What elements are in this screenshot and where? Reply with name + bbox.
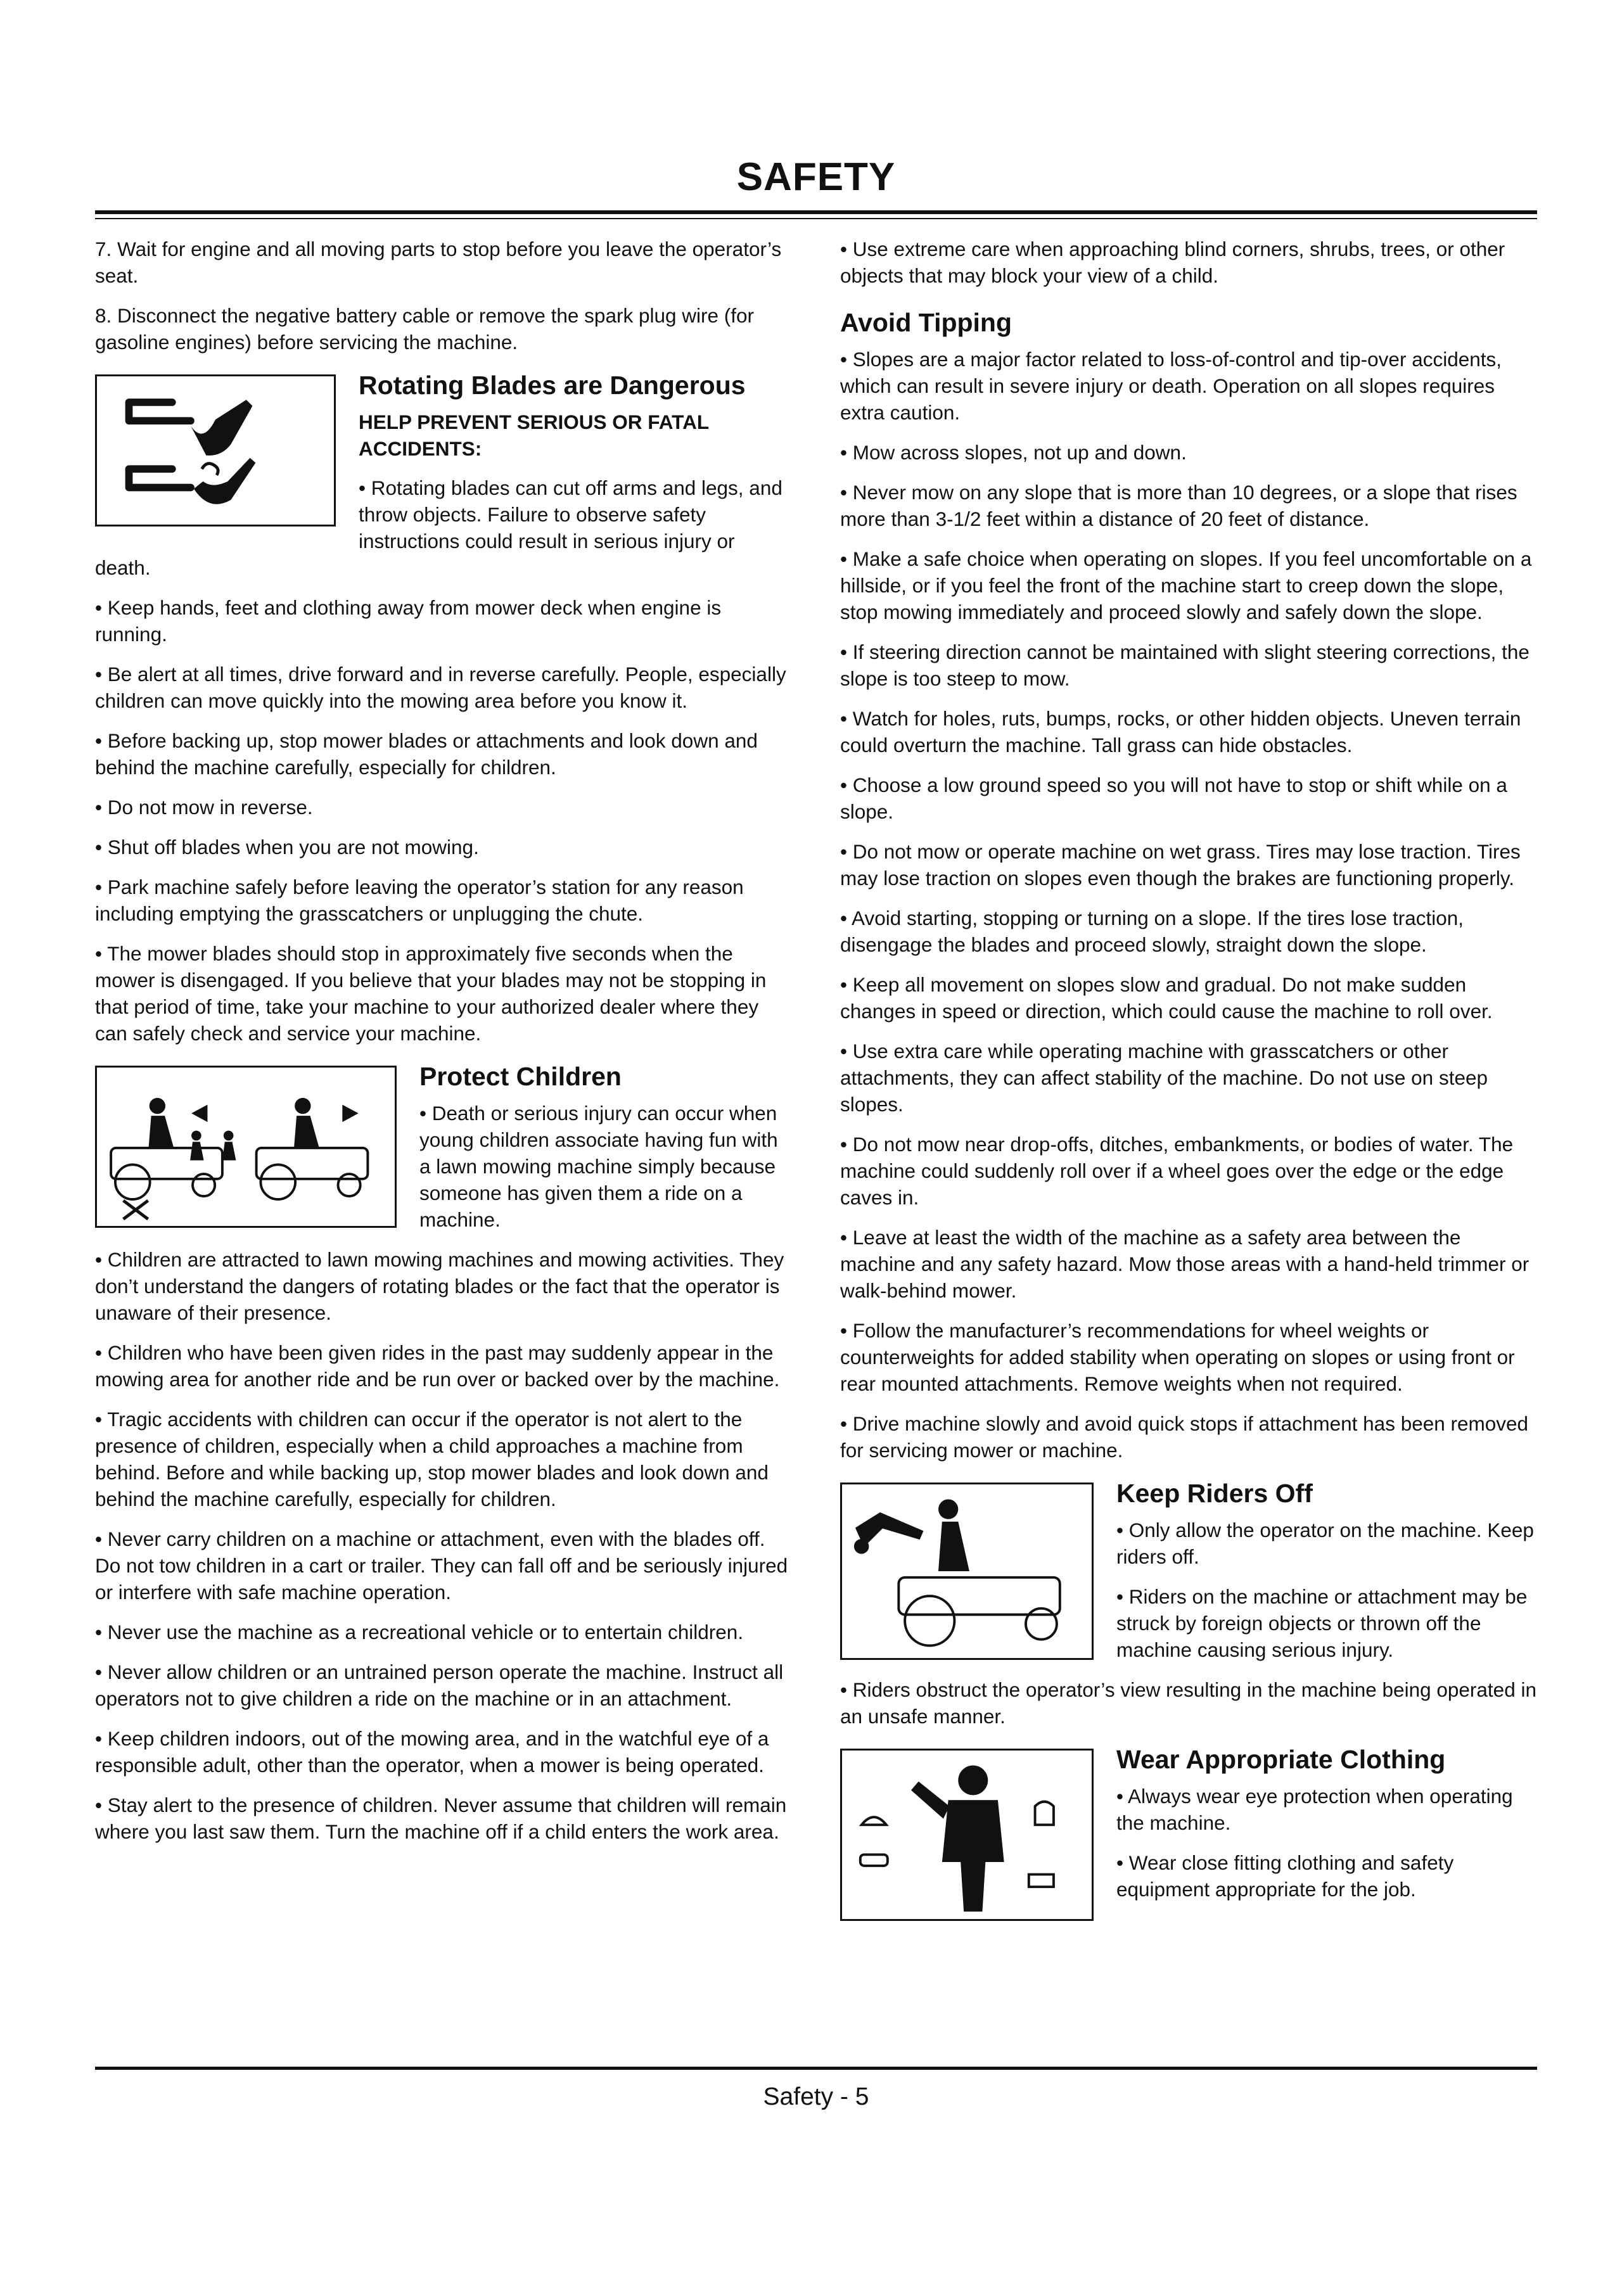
paragraph: • Make a safe choice when operating on slopes. If you feel uncomfortable on a hillside, or if you feel the front of the machine start to creep down the slope, stop mowing immediately and proceed slowly and safely down the slope. [840, 547, 1532, 623]
paragraph: • Death or serious injury can occur when young children associate having fun with a lawn mowing machine simply because someone has given them a ride on a machine. [419, 1102, 778, 1231]
paragraph: • Never carry children on a machine or attachment, even with the blades off. Do not tow children in a cart or trailer. They can fall off and be seriously injured or interfere with safe machine operation. [95, 1527, 788, 1604]
section-heading: Wear Appropriate Clothing [1116, 1745, 1446, 1774]
blade-hazard-icon [95, 374, 336, 526]
paragraph: • Use extreme care when approaching blind corners, shrubs, trees, or other objects that may block your view of a child. [840, 238, 1505, 287]
paragraph: • Shut off blades when you are not mowing. [95, 836, 479, 858]
paragraph: • The mower blades should stop in approximately five seconds when the mower is disengaged. If you believe that your blades may not be stopping in that period of time, take your machine to your authorized dealer where they can safely check and service your machine. [95, 942, 767, 1045]
paragraph: 7. Wait for engine and all moving parts to stop before you leave the operator’s seat. [95, 238, 782, 287]
paragraph: • Follow the manufacturer’s recommendations for wheel weights or counterweights for added stability when operating on slopes or using front or rear mounted attachments. Remove weights when not required. [840, 1319, 1515, 1395]
riders-hazard-icon [840, 1483, 1094, 1660]
section-wear-clothing [840, 1744, 1537, 1903]
section-protect-children [95, 1061, 792, 1845]
left-column [95, 236, 792, 1858]
footer-rule [95, 2067, 1537, 2070]
section-rotating-blades [95, 369, 792, 1047]
paragraph: • If steering direction cannot be maintained with slight steering corrections, the slope is too steep to mow. [840, 641, 1529, 690]
paragraph: • Park machine safely before leaving the operator’s station for any reason including emptying the grasscatchers or unplugging the chute. [95, 876, 744, 925]
paragraph: • Only allow the operator on the machine. Keep riders off. [1116, 1519, 1534, 1568]
paragraph: • Children are attracted to lawn mowing machines and mowing activities. They don’t understand the dangers of rotating blades or the fact that the operator is unaware of their presence. [95, 1248, 784, 1324]
paragraph: • Keep children indoors, out of the mowing area, and in the watchful eye of a responsible adult, other than the operator, when a mower is being operated. [95, 1727, 769, 1776]
paragraph: • Riders obstruct the operator’s view resulting in the machine being operated in an unsafe manner. [840, 1678, 1536, 1728]
right-column [840, 236, 1537, 1929]
paragraph: • Mow across slopes, not up and down. [840, 441, 1187, 464]
paragraph: • Drive machine slowly and avoid quick stops if attachment has been removed for servicing mower or machine. [840, 1412, 1529, 1462]
protective-clothing-icon [840, 1749, 1094, 1921]
paragraph: • Do not mow near drop-offs, ditches, embankments, or bodies of water. The machine could suddenly roll over if a wheel goes over the edge or the edge caves in. [840, 1133, 1514, 1209]
paragraph: • Do not mow in reverse. [95, 796, 313, 819]
paragraph: • Use extra care while operating machine with grasscatchers or other attachments, they can affect stability of the machine. Do not use on steep slopes. [840, 1040, 1488, 1116]
paragraph: • Watch for holes, ruts, bumps, rocks, or other hidden objects. Uneven terrain could overturn the machine. Tall grass can hide obstacles. [840, 707, 1521, 756]
paragraph: • Never allow children or an untrained person operate the machine. Instruct all operators not to give children a ride on the machine or in an attachment. [95, 1661, 784, 1710]
paragraph: • Stay alert to the presence of children. Never assume that children will remain where you last saw them. Turn the machine off if a child enters the work area. [95, 1794, 787, 1843]
page-number: Safety - 5 [763, 2083, 869, 2110]
section-heading: Rotating Blades are Dangerous [359, 371, 746, 400]
header-rule [95, 210, 1537, 219]
paragraph: • Avoid starting, stopping or turning on a slope. If the tires lose traction, disengage the blades and proceed slowly, straight down the slope. [840, 907, 1464, 956]
paragraph: • Before backing up, stop mower blades or attachments and look down and behind the machine carefully, especially for children. [95, 729, 758, 779]
paragraph: • Tragic accidents with children can occur if the operator is not alert to the presence of children, especially when a child approaches a machine from behind. Before and while backing up, stop mower blades and look down and behind the machine carefully, especially for children. [95, 1408, 769, 1510]
paragraph: 8. Disconnect the negative battery cable or remove the spark plug wire (for gasoline engines) before servicing the machine. [95, 304, 755, 354]
section-heading: Keep Riders Off [1116, 1479, 1313, 1508]
paragraph: • Never mow on any slope that is more than 10 degrees, or a slope that rises more than 3-1/2 feet within a distance of 20 feet of distance. [840, 481, 1517, 530]
paragraph: • Riders on the machine or attachment may be struck by foreign objects or thrown off the machine causing serious injury. [1116, 1585, 1528, 1661]
paragraph: • Be alert at all times, drive forward and in reverse carefully. People, especially children can move quickly into the mowing area before you know it. [95, 663, 786, 712]
children-hazard-icon [95, 1066, 397, 1228]
paragraph: • Rotating blades can cut off arms and legs, and throw objects. Failure to observe safety instructions could result in serious injury or death. [95, 476, 782, 579]
paragraph: • Wear close fitting clothing and safety equipment appropriate for the job. [1116, 1851, 1454, 1901]
section-keep-riders-off [840, 1477, 1537, 1730]
paragraph: • Do not mow or operate machine on wet grass. Tires may lose traction. Tires may lose traction on slopes even though the brakes are functioning properly. [840, 840, 1521, 890]
paragraph: • Never use the machine as a recreational vehicle or to entertain children. [95, 1621, 744, 1643]
paragraph: • Children who have been given rides in the past may suddenly appear in the mowing area for another ride and be run over or backed over by the machine. [95, 1341, 780, 1391]
paragraph: • Keep hands, feet and clothing away from mower deck when engine is running. [95, 596, 722, 646]
paragraph: • Keep all movement on slopes slow and gradual. Do not make sudden changes in speed or direction, which could cause the machine to roll over. [840, 973, 1493, 1023]
paragraph: • Always wear eye protection when operating the machine. [1116, 1785, 1513, 1834]
page-title: SAFETY [736, 155, 896, 199]
paragraph: • Leave at least the width of the machine as a safety area between the machine and any safety hazard. Mow those areas with a hand-held trimmer or walk-behind mower. [840, 1226, 1529, 1302]
section-heading: Protect Children [419, 1062, 622, 1091]
section-heading: Avoid Tipping [840, 308, 1012, 337]
paragraph: • Slopes are a major factor related to loss-of-control and tip-over accidents, which can result in severe injury or death. Operation on all slopes requires extra caution. [840, 348, 1502, 424]
section-subheading: HELP PREVENT SERIOUS OR FATAL ACCIDENTS: [359, 411, 709, 460]
paragraph: • Choose a low ground speed so you will not have to stop or shift while on a slope. [840, 774, 1507, 823]
